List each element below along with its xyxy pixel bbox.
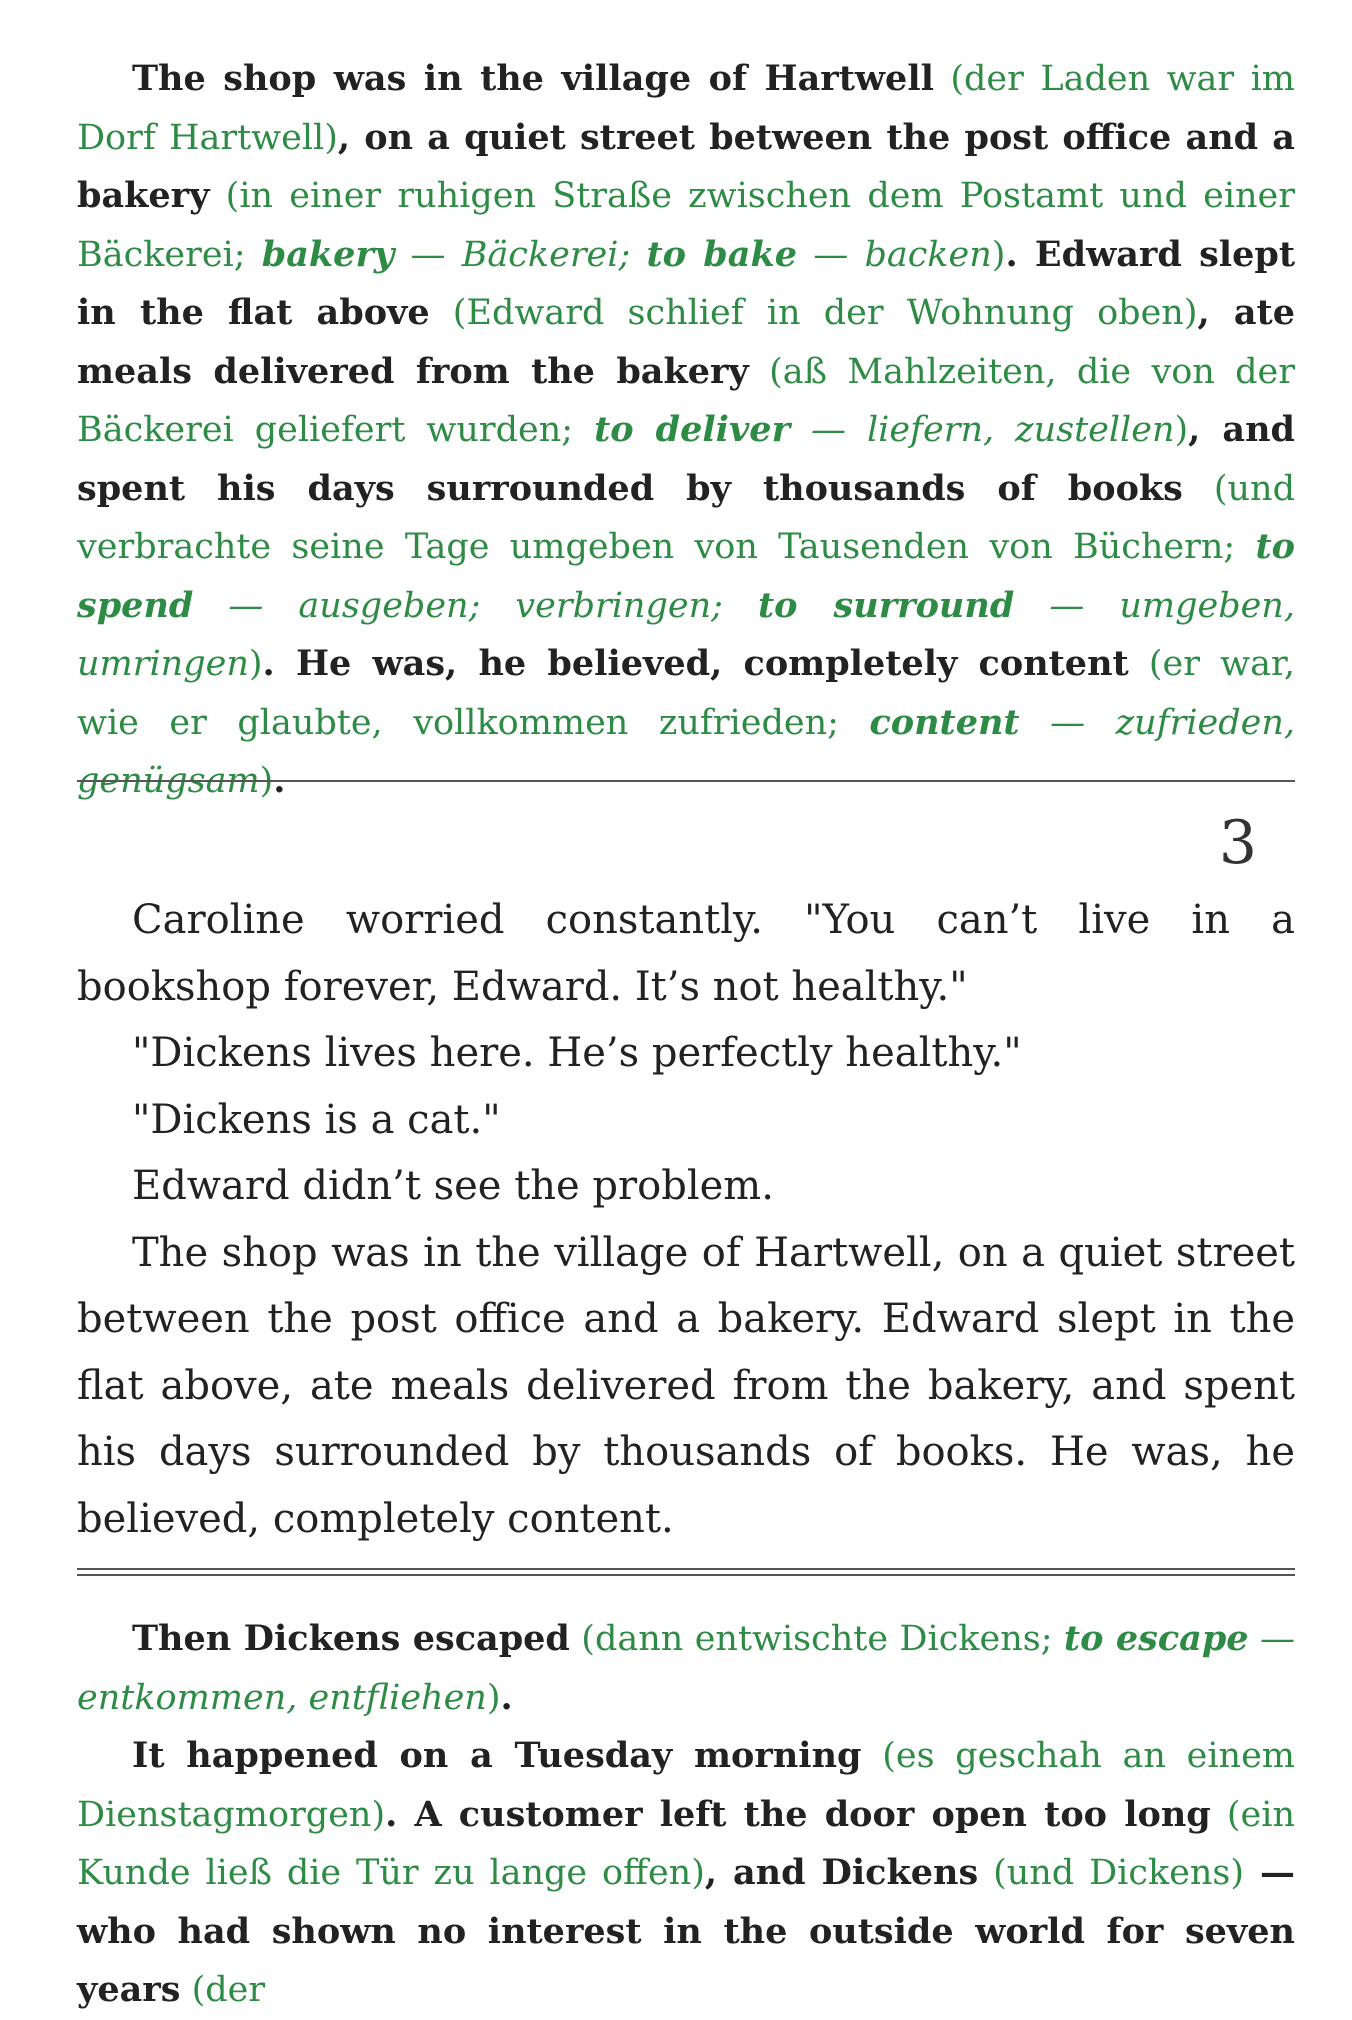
english-text: , ate meals delivered from the bakery: [77, 292, 1295, 392]
double-divider: [77, 1568, 1295, 1576]
paragraph: "Dickens lives here. He’s perfectly healthy.": [132, 1030, 1022, 1076]
translation-close: ): [486, 1677, 501, 1718]
glossary-translation: — zufrieden, genügsam: [77, 702, 1296, 801]
paragraph: The shop was in the village of Hartwell, on a quiet street between the post office and a bakery. Edward slept in the flat above, ate meals delivered from the bakery, and spent his days surrounded by thousands of books. He was, he believed, completely content.: [77, 1229, 1295, 1542]
german-translation: (aß Mahlzeiten, die von der Bäckerei geliefert wurden;: [77, 351, 1295, 450]
glossary-translation: — ausgeben; verbringen;: [193, 585, 758, 626]
chapter-number: 3: [1218, 808, 1257, 878]
english-text: . He was, he believed, completely content: [262, 643, 1129, 684]
german-translation: (er war, wie er glaubte, vollkommen zufrieden;: [77, 644, 1295, 743]
plain-text-section: [77, 887, 1295, 1552]
glossary-word: to bake: [646, 233, 797, 275]
paragraph: "Dickens is a cat.": [132, 1096, 501, 1143]
glossary-word: to deliver: [594, 409, 791, 450]
translation-close: ): [991, 234, 1006, 275]
english-text: The shop was in the village of Hartwell: [132, 58, 934, 99]
glossary-translation: — Bäckerei;: [394, 234, 647, 275]
paragraph: Edward didn’t see the problem.: [132, 1163, 774, 1209]
german-translation: (dann entwischte Dickens;: [581, 1619, 1064, 1659]
english-text: , on a quiet street between the post office and a bakery: [77, 116, 1295, 216]
glossary-translation: — liefern, zustellen: [790, 410, 1175, 450]
glossary-word: to surround: [757, 584, 1015, 626]
english-text: . A customer left the door open too long: [385, 1793, 1211, 1835]
german-translation: (in einer ruhigen Straße zwischen dem Postamt und einer Bäckerei;: [77, 176, 1295, 275]
glossary-translation: — backen: [796, 234, 992, 275]
sentence-end: .: [273, 760, 286, 801]
german-translation: (es geschah an einem Dienstagmorgen): [77, 1736, 1295, 1835]
paragraph: [77, 50, 1295, 811]
german-translation: (der: [191, 1970, 266, 2010]
english-text: It happened on a Tuesday morning: [132, 1735, 862, 1776]
glossary-translation: — entkommen, entfliehen: [77, 1619, 1295, 1718]
german-translation: (und Dickens): [993, 1853, 1245, 1893]
english-text: . Edward slept in the flat above: [77, 233, 1295, 333]
glossary-translation: — umgeben, umringen: [77, 585, 1295, 684]
translation-close: ): [259, 761, 274, 801]
sentence-end: .: [500, 1676, 513, 1718]
paragraph: [77, 1610, 1295, 1727]
english-text: , and Dickens: [704, 1852, 979, 1893]
german-translation: (ein Kunde ließ die Tür zu lange offen): [77, 1794, 1295, 1893]
german-translation: (Edward schlief in der Wohnung oben): [452, 293, 1198, 333]
glossary-word: content: [869, 701, 1020, 743]
translation-close: ): [1174, 410, 1189, 450]
annotated-paragraph-1: [77, 50, 1295, 811]
glossary-word: to escape: [1063, 1618, 1249, 1659]
glossary-word: bakery: [261, 233, 395, 275]
glossary-word: to spend: [77, 526, 1295, 626]
section-divider: [77, 780, 1295, 782]
english-text: — who had shown no interest in the outside world for seven years: [77, 1852, 1295, 2010]
german-translation: (der Laden war im Dorf Hartwell): [77, 59, 1295, 158]
english-text: , and spent his days surrounded by thousands of books: [77, 409, 1296, 509]
paragraph: Caroline worried constantly. "You can’t live in a bookshop forever, Edward. It’s not healthy.": [77, 897, 1295, 1010]
translation-close: ): [248, 644, 263, 684]
german-translation: (und verbrachte seine Tage umgeben von Tausenden von Büchern;: [77, 468, 1295, 567]
paragraph: [77, 1727, 1295, 2020]
english-text: Then Dickens escaped: [132, 1618, 570, 1659]
annotated-paragraph-2: [77, 1610, 1295, 2020]
